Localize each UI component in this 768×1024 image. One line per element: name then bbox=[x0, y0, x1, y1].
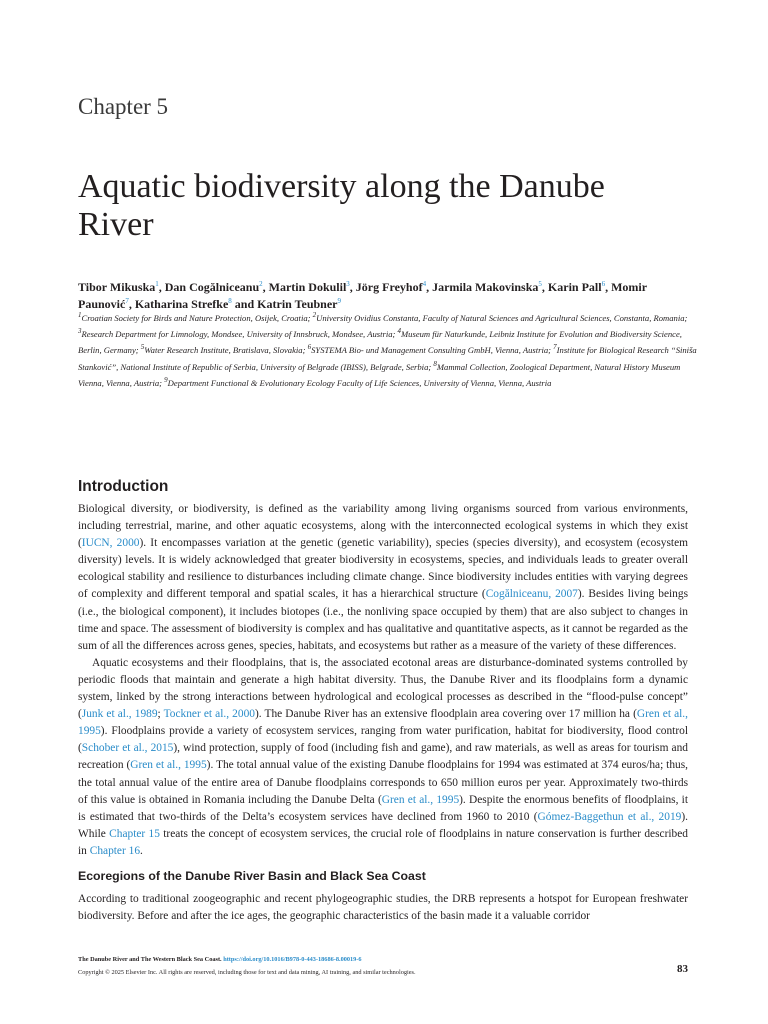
citation-link[interactable]: Gren et al., 1995 bbox=[78, 708, 688, 738]
author-name: Tibor Mikuska bbox=[78, 280, 156, 294]
affiliation-number: 4 bbox=[397, 327, 402, 336]
author-name: Katrin Teubner bbox=[257, 297, 338, 311]
subsection-heading-ecoregions: Ecoregions of the Danube River Basin and Black Sea Coast bbox=[78, 869, 426, 883]
footer-book-title: The Danube River and The Western Black Sea Coast. bbox=[78, 956, 224, 963]
affiliation-number: 3 bbox=[78, 327, 82, 336]
affiliation-text: Water Research Institute, Bratislava, Slovakia; bbox=[144, 345, 308, 356]
author-separator: , bbox=[426, 280, 433, 294]
author-separator: , bbox=[541, 280, 548, 294]
affiliation-text: Mammal Collection, Zoological Department, Natural History Museum Vienna, Vienna, Austria; bbox=[78, 361, 681, 388]
author-separator: , bbox=[349, 280, 356, 294]
citation-link[interactable]: Tockner et al., 2000 bbox=[163, 708, 255, 721]
affiliation-marker[interactable]: 3 bbox=[346, 280, 350, 288]
page-number: 83 bbox=[677, 963, 688, 975]
paragraph-text: ). It encompasses variation at the genetic (genetic variability), species (species diversity), and ecosystem (ecosystem diversity) levels. It is widely acknowledged that greater biodiversity in ecosystems, species, and individuals leads to greater overall ecological stability and resilience to disturbances including climate change. Since biodiversity includes entities with varying degrees of complexity and different temporal and spatial scales, it has a hierarchical structure ( bbox=[78, 537, 689, 601]
section-heading-introduction: Introduction bbox=[78, 478, 169, 495]
affiliation-text: SYSTEMA Bio- und Management Consulting GmbH, Vienna, Austria; bbox=[311, 345, 554, 356]
title-line-2: River bbox=[78, 206, 154, 243]
introduction-body bbox=[78, 501, 688, 860]
paragraph-text: ). Floodplains provide a variety of ecosystem services, ranging from water purification, habitat for biodiversity, flood control ( bbox=[78, 725, 688, 755]
footer-source bbox=[78, 956, 362, 963]
paragraph-text: ). The Danube River has an extensive floodplain area covering over 17 million ha ( bbox=[254, 708, 637, 721]
author-separator: , bbox=[605, 280, 612, 294]
author-name: Momir Paunović bbox=[78, 280, 647, 311]
affiliation-number: 9 bbox=[164, 375, 168, 384]
affiliation-marker[interactable]: 4 bbox=[422, 280, 427, 288]
author-name: Dan Cogălniceanu bbox=[164, 280, 260, 294]
affiliation-text: Institute for Biological Research “Siniša Stanković”, National Institute of Republic of Serbia, University of Belgrade (IBISS), Belgrade, Serbia; bbox=[78, 345, 697, 372]
footer-copyright: Copyright © 2025 Elsevier Inc. All rights are reserved, including those for text and data mining, AI training, and similar technologies. bbox=[78, 969, 416, 976]
affiliation-marker[interactable]: 9 bbox=[337, 297, 342, 305]
affiliation-marker[interactable]: 7 bbox=[125, 297, 129, 305]
affiliation-number: 1 bbox=[78, 311, 82, 320]
paragraph-text: ). Despite the enormous benefits of floodplains, it is estimated that two-thirds of the Delta’s ecosystem services have declined from 1960 to 2010 ( bbox=[78, 793, 688, 823]
affiliation-marker[interactable]: 2 bbox=[259, 280, 263, 288]
paragraph-text: treats the concept of ecosystem services, the crucial role of floodplains in nature conservation is further described in bbox=[78, 827, 688, 857]
paragraph-text: ), wind protection, supply of food (including fish and game), and raw materials, as well as areas for tourism and recreation ( bbox=[78, 742, 689, 772]
chapter-title bbox=[78, 168, 698, 244]
affiliation-number: 6 bbox=[307, 343, 312, 352]
paragraph-text: Aquatic ecosystems and their floodplains, that is, the associated ecotonal areas are disturbance-dominated systems controlled by periodic floods that maintain and generate a high habitat diversity. Thus, the Danube River and its floodplains form a dynamic system, linked by the strong interactions between hydrological and ecological processes as described in the “flood-pulse concept” ( bbox=[78, 656, 688, 721]
affiliation-marker[interactable]: 1 bbox=[155, 280, 159, 288]
paragraph bbox=[78, 501, 688, 655]
citation-link[interactable]: Cogălniceanu, 2007 bbox=[485, 588, 578, 601]
affiliation-marker[interactable]: 8 bbox=[228, 297, 232, 305]
affiliation-number: 5 bbox=[140, 343, 145, 352]
author-name: Katharina Strefke bbox=[134, 297, 229, 311]
paragraph-text: ). The total annual value of the existing Danube floodplains for 1994 was estimated at 374 euros/ha; thus, the total annual value of the entire area of Danube floodplains corresponds to 650 million euros per year. Approximately two-thirds of this value is obtained in Romania including the Danube Delta ( bbox=[78, 759, 688, 806]
paragraph-text: Biological diversity, or biodiversity, is defined as the variability among living organisms sourced from various environments, including terrestrial, marine, and other aquatic ecosystems, along with the interconnected ecological systems in which they exist ( bbox=[78, 503, 688, 550]
citation-link[interactable]: Gren et al., 1995 bbox=[381, 793, 460, 806]
paragraph-text: ). While bbox=[78, 810, 688, 840]
author-separator: , bbox=[262, 280, 269, 294]
citation-link[interactable]: Gren et al., 1995 bbox=[130, 759, 207, 772]
affiliation-marker[interactable]: 6 bbox=[601, 280, 606, 288]
affiliation-text: Croatian Society for Birds and Nature Protection, Osijek, Croatia; bbox=[81, 313, 313, 323]
affiliation-text: Research Department for Limnology, Mondsee, University of Innsbruck, Mondsee, Austria; bbox=[81, 329, 398, 340]
affiliation-text: Department Functional & Evolutionary Ecology Faculty of Life Sciences, University of Vienna, Vienna, Austria bbox=[167, 377, 552, 388]
paragraph bbox=[78, 655, 688, 860]
author-separator: , bbox=[128, 297, 135, 311]
affiliation-number: 2 bbox=[312, 311, 317, 320]
author-separator: , bbox=[158, 280, 165, 294]
affiliation-number: 8 bbox=[433, 359, 437, 368]
author-list bbox=[78, 279, 698, 313]
title-line-1: Aquatic biodiversity along the Danube bbox=[78, 168, 605, 205]
doi-link[interactable]: https://doi.org/10.1016/B978-0-443-18686-8.00019-6 bbox=[223, 956, 362, 963]
paragraph-text: . bbox=[140, 844, 143, 857]
author-separator: and bbox=[231, 297, 258, 311]
affiliations bbox=[78, 310, 698, 391]
affiliation-text: Museum für Naturkunde, Leibniz Institute for Evolution and Biodiversity Science, Berlin, Germany; bbox=[78, 329, 682, 356]
citation-link[interactable]: Junk et al., 1989 bbox=[81, 708, 158, 721]
citation-link[interactable]: Chapter 16 bbox=[89, 844, 141, 857]
chapter-label: Chapter 5 bbox=[78, 94, 169, 119]
citation-link[interactable]: IUCN, 2000 bbox=[81, 537, 140, 550]
author-name: Karin Pall bbox=[547, 280, 602, 294]
citation-link[interactable]: Gómez-Baggethun et al., 2019 bbox=[537, 810, 682, 823]
affiliation-number: 7 bbox=[553, 343, 557, 352]
author-name: Jörg Freyhof bbox=[355, 280, 423, 294]
citation-link[interactable]: Schober et al., 2015 bbox=[81, 742, 174, 755]
author-name: Martin Dokulil bbox=[268, 280, 347, 294]
paragraph-text: ; bbox=[157, 708, 164, 721]
paragraph-text: ). Besides living beings (i.e., the biological component), it includes biotopes (i.e., the nonliving space occupied by them) that are also subject to changes in time and space. The assessment of biodiversity is complex and has qualitative and quantitative aspects, as it cannot be regarded as the sum of all the differences across genes, species, habitats, and ecosystems but rather as a measure of the variety of these differences. bbox=[78, 588, 688, 652]
ecoregions-body bbox=[78, 891, 688, 925]
author-name: Jarmila Makovinska bbox=[432, 280, 539, 294]
affiliation-marker[interactable]: 5 bbox=[538, 280, 542, 288]
paragraph: According to traditional zoogeographic and recent phylogeographic studies, the DRB represents a hotspot for European freshwater biodiversity. Before and after the ice ages, the geographic characteristics of the basin made it a valuable corridor bbox=[78, 893, 688, 923]
affiliation-text: University Ovidius Constanta, Faculty of Natural Sciences and Agricultural Sciences, Constanta, Romania; bbox=[316, 313, 688, 323]
citation-link[interactable]: Chapter 15 bbox=[109, 827, 160, 840]
